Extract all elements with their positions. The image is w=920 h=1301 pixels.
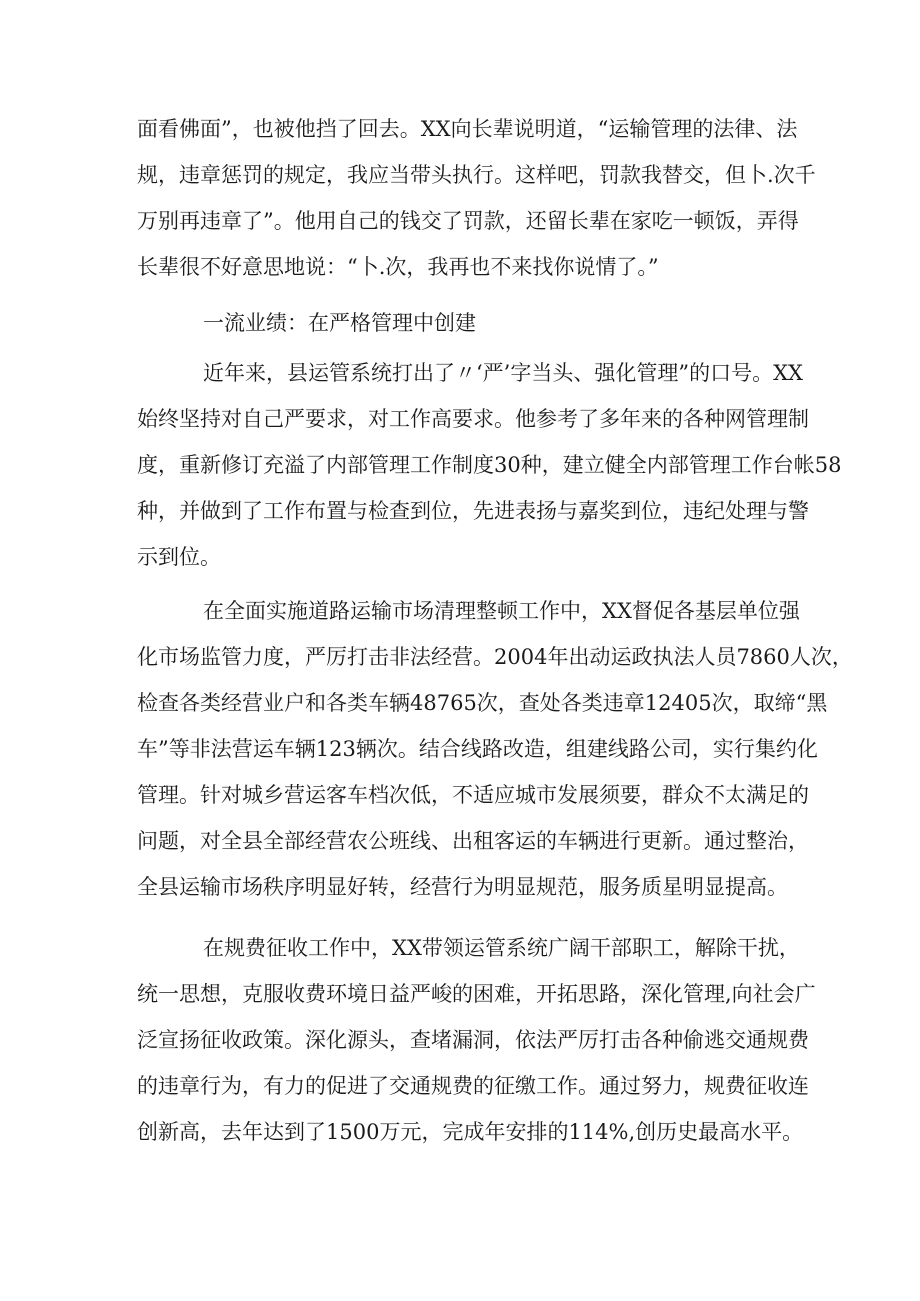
text-line: 统一思想，克服收费环境日益严峻的困难，开拓思路，深化管理,向社会广 bbox=[137, 982, 816, 1006]
text-line: 全县运输市场秩序明显好转，经营行为明显规范，服务质星明显提高。 bbox=[137, 875, 788, 899]
text-line: 泛宣扬征收政策。深化源头，查堵漏洞，依法严厉打击各种偷逃交通规费 bbox=[137, 1028, 809, 1052]
paragraph-continuation bbox=[137, 106, 816, 290]
text-line: 长辈很不好意思地说：“卜.次，我再也不来找你说情了。” bbox=[137, 255, 659, 279]
text-line: 示到位。 bbox=[137, 545, 221, 569]
text-line: 检查各类经营业户和各类车辆48765次，查处各类违章12405次，取缔“黑 bbox=[137, 691, 828, 715]
text-line: 化市场监管力度，严厉打击非法经营。2004年出动运政执法人员7860人次， bbox=[137, 645, 853, 669]
paragraph bbox=[137, 925, 816, 1155]
text-line: 问题，对全县全部经营农公班线、出租客运的车辆进行更新。通过整治， bbox=[137, 829, 809, 853]
text-line: 在全面实施道路运输市场清理整顿工作中，XX督促各基层单位强 bbox=[203, 599, 800, 623]
text-line: 近年来，县运管系统打出了〃‘严’字当头、强化管理”的口号。XX bbox=[203, 361, 803, 385]
text-line: 车”等非法营运车辆123辆次。结合线路改造，组建线路公司，实行集约化 bbox=[137, 737, 818, 761]
text-line: 规，违章惩罚的规定，我应当带头执行。这样吧，罚款我替交，但卜.次千 bbox=[137, 163, 816, 187]
text-line: 万别再违章了”。他用自己的钱交了罚款，还留长辈在家吃一顿饭，弄得 bbox=[137, 209, 799, 233]
paragraph bbox=[137, 350, 842, 580]
section-heading bbox=[137, 300, 787, 346]
text-line: 度，重新修订充溢了内部管理工作制度30种，建立健全内部管理工作台帐58 bbox=[137, 453, 842, 477]
text-line: 在规费征收工作中，XX带领运管系统广阔干部职工，解除干扰， bbox=[203, 936, 800, 960]
heading-line: 一流业绩：在严格管理中创建 bbox=[203, 311, 476, 335]
paragraph bbox=[137, 588, 853, 910]
text-line: 种，并做到了工作布置与检查到位，先进表扬与嘉奖到位，违纪处理与警 bbox=[137, 499, 809, 523]
text-line: 始终坚持对自己严要求，对工作高要求。他参考了多年来的各种网管理制 bbox=[137, 407, 809, 431]
text-line: 创新高，去年达到了1500万元，完成年安排的114%,创历史最高水平。 bbox=[137, 1120, 804, 1144]
text-line: 管理。针对城乡营运客车档次低，不适应城市发展须要，群众不太满足的 bbox=[137, 783, 809, 807]
text-line: 面看佛面”，也被他挡了回去。XX向长辈说明道，“运输管理的法律、法 bbox=[137, 117, 798, 141]
text-line: 的违章行为，有力的促进了交通规费的征缴工作。通过努力，规费征收连 bbox=[137, 1074, 809, 1098]
